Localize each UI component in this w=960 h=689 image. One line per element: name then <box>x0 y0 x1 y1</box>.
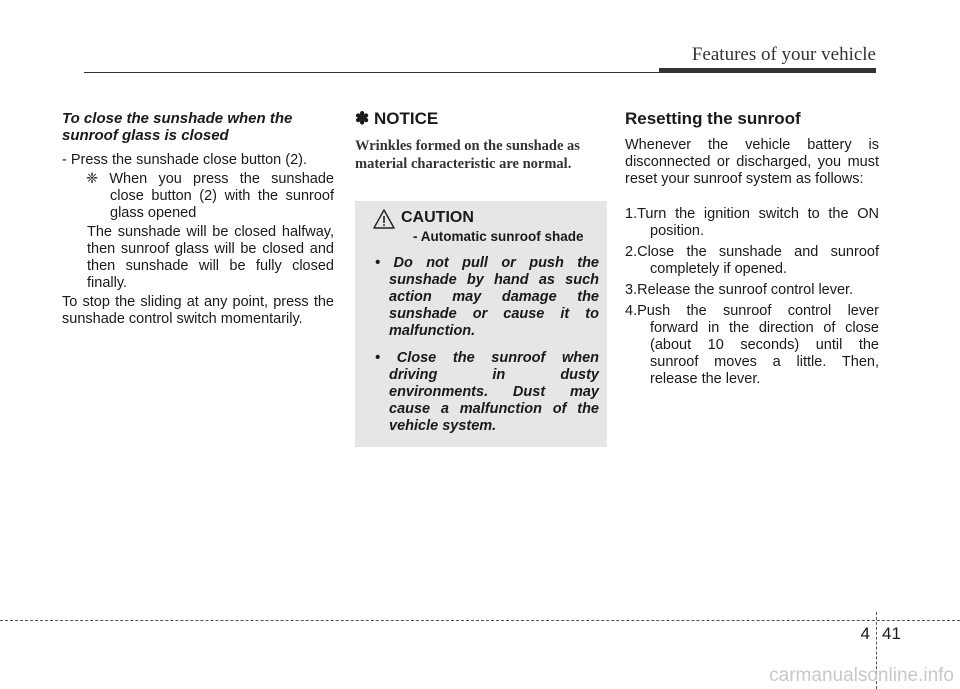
sunshade-close-subhead: To close the sunshade when the sunroof glass is closed <box>62 110 293 144</box>
caution-item-hand: • Do not pull or push the sunshade by hand as such action may damage the sunshade or cause it to malfunction. <box>375 255 599 339</box>
step-press-close: - Press the sunshade close button (2). <box>62 152 308 168</box>
warning-triangle-icon <box>373 209 395 229</box>
reset-step-4: 4.Push the sunroof control lever forward in the direction of close (about 10 seconds) until the sunroof moves a little. Then, release the lever. <box>625 303 879 387</box>
reset-step-1: 1.Turn the ignition switch to the ON position. <box>625 206 879 239</box>
caution-title: CAUTION <box>401 209 474 226</box>
reset-step-3: 3.Release the sunroof control lever. <box>625 282 854 298</box>
column-right <box>625 110 879 388</box>
notice-title: ✽ NOTICE <box>355 109 439 128</box>
note-sunroof-opened: ❈ When you press the sunshade close button (2) with the sunroof glass opened <box>86 171 334 221</box>
header-rule-accent <box>659 68 876 73</box>
caution-box <box>355 201 607 447</box>
reset-step-2: 2.Close the sunshade and sunroof completely if opened. <box>625 244 879 277</box>
notice-body: Wrinkles formed on the sunshade as material characteristic are normal. <box>355 138 580 172</box>
stop-sliding-paragraph: To stop the sliding at any point, press the sunshade control switch momentarily. <box>62 294 334 327</box>
caution-header <box>367 209 599 245</box>
page-number: 41 <box>882 624 901 643</box>
column-left <box>62 110 334 328</box>
reset-title: Resetting the sunroof <box>625 109 801 128</box>
watermark: carmanualsonline.info <box>769 665 954 686</box>
note-continuation: The sunshade will be closed halfway, then sunroof glass will be closed and then sunshade will be fully closed finally. <box>87 224 334 291</box>
caution-item-dust: • Close the sunroof when driving in dusty environments. Dust may cause a malfunction of the vehicle system. <box>375 350 599 434</box>
caution-subtitle: - Automatic sunroof shade <box>413 229 584 244</box>
header-title: Features of your vehicle <box>691 44 876 65</box>
footer-divider <box>0 620 960 621</box>
reset-intro: Whenever the vehicle battery is disconnected or discharged, you must reset your sunroof system as follows: <box>625 137 879 187</box>
column-middle <box>355 110 607 447</box>
header-rule <box>84 72 659 73</box>
chapter-number: 4 <box>860 624 870 643</box>
